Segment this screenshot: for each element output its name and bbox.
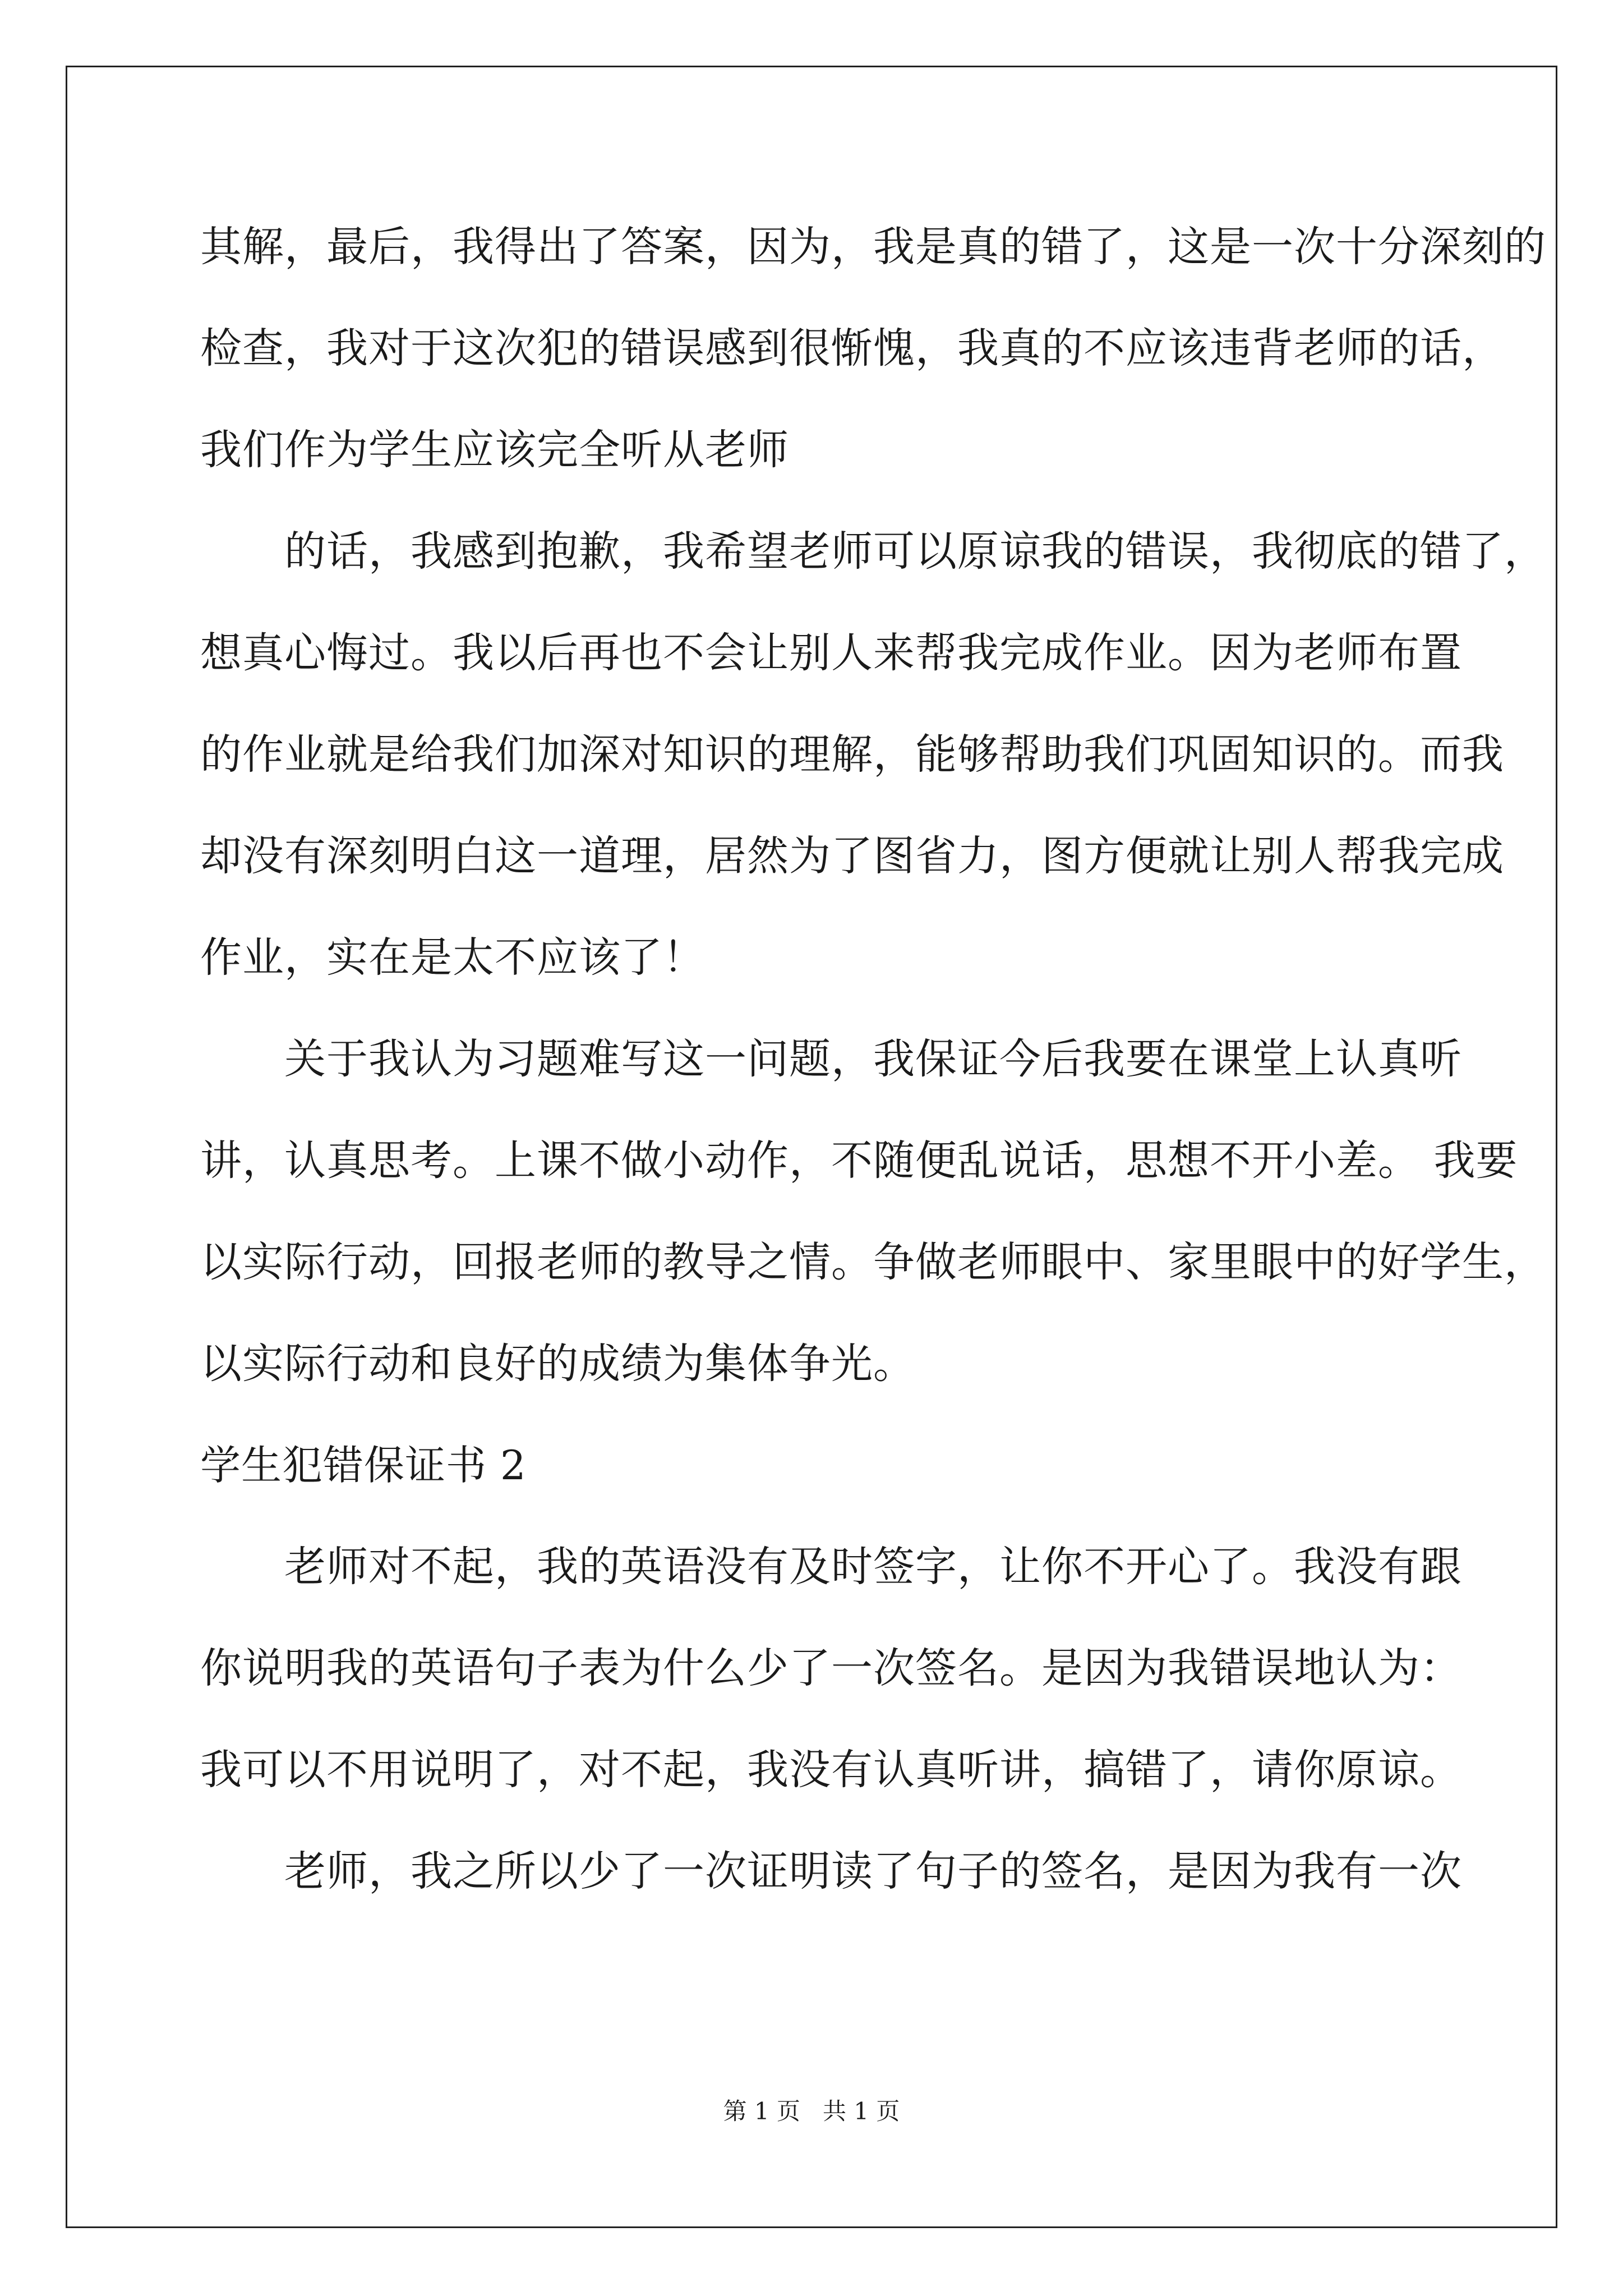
text-line: 我可以不用说明了，对不起，我没有认真听讲，搞错了，请你原谅。 xyxy=(200,1746,1462,1794)
paragraph-start: 老师，我之所以少了一次证明读了句子的签名，是因为我有一次 xyxy=(284,1847,1462,1895)
page-number: 第 1 页 xyxy=(723,2097,800,2125)
text-line: 的作业就是给我们加深对知识的理解，能够帮助我们巩固知识的。而我 xyxy=(200,730,1504,779)
text-line: 你说明我的英语句子表为什么少了一次签名。是因为我错误地认为： xyxy=(200,1644,1462,1692)
text-line: 其解，最后，我得出了答案，因为，我是真的错了，这是一次十分深刻的 xyxy=(200,223,1546,271)
text-line: 以实际行动和良好的成绩为集体争光。 xyxy=(200,1340,915,1388)
paragraph-start: 关于我认为习题难写这一问题，我保证今后我要在课堂上认真听 xyxy=(284,1035,1462,1083)
document-body xyxy=(200,213,1546,1939)
text-line: 却没有深刻明白这一道理，居然为了图省力，图方便就让别人帮我完成 xyxy=(200,832,1504,880)
text-line: 以实际行动，回报老师的教导之情。争做老师眼中、家里眼中的好学生， xyxy=(200,1238,1546,1286)
text-line: 检查，我对于这次犯的错误感到很惭愧，我真的不应该违背老师的话， xyxy=(200,324,1504,372)
text-line: 想真心悔过。我以后再也不会让别人来帮我完成作业。因为老师布置 xyxy=(200,629,1462,677)
text-line: 我们作为学生应该完全听从老师 xyxy=(200,426,789,474)
text-line: 讲，认真思考。上课不做小动作，不随便乱说话，思想不开小差。 我要 xyxy=(200,1137,1518,1185)
page-footer xyxy=(0,2095,1623,2128)
paragraph-start: 的话，我感到抱歉，我希望老师可以原谅我的错误，我彻底的错了， xyxy=(284,527,1546,576)
text-line: 作业，实在是太不应该了！ xyxy=(200,933,705,982)
page-total: 共 1 页 xyxy=(823,2097,900,2125)
section-heading: 学生犯错保证书 2 xyxy=(200,1442,527,1489)
paragraph-start: 老师对不起，我的英语没有及时签字，让你不开心了。我没有跟 xyxy=(284,1543,1462,1591)
